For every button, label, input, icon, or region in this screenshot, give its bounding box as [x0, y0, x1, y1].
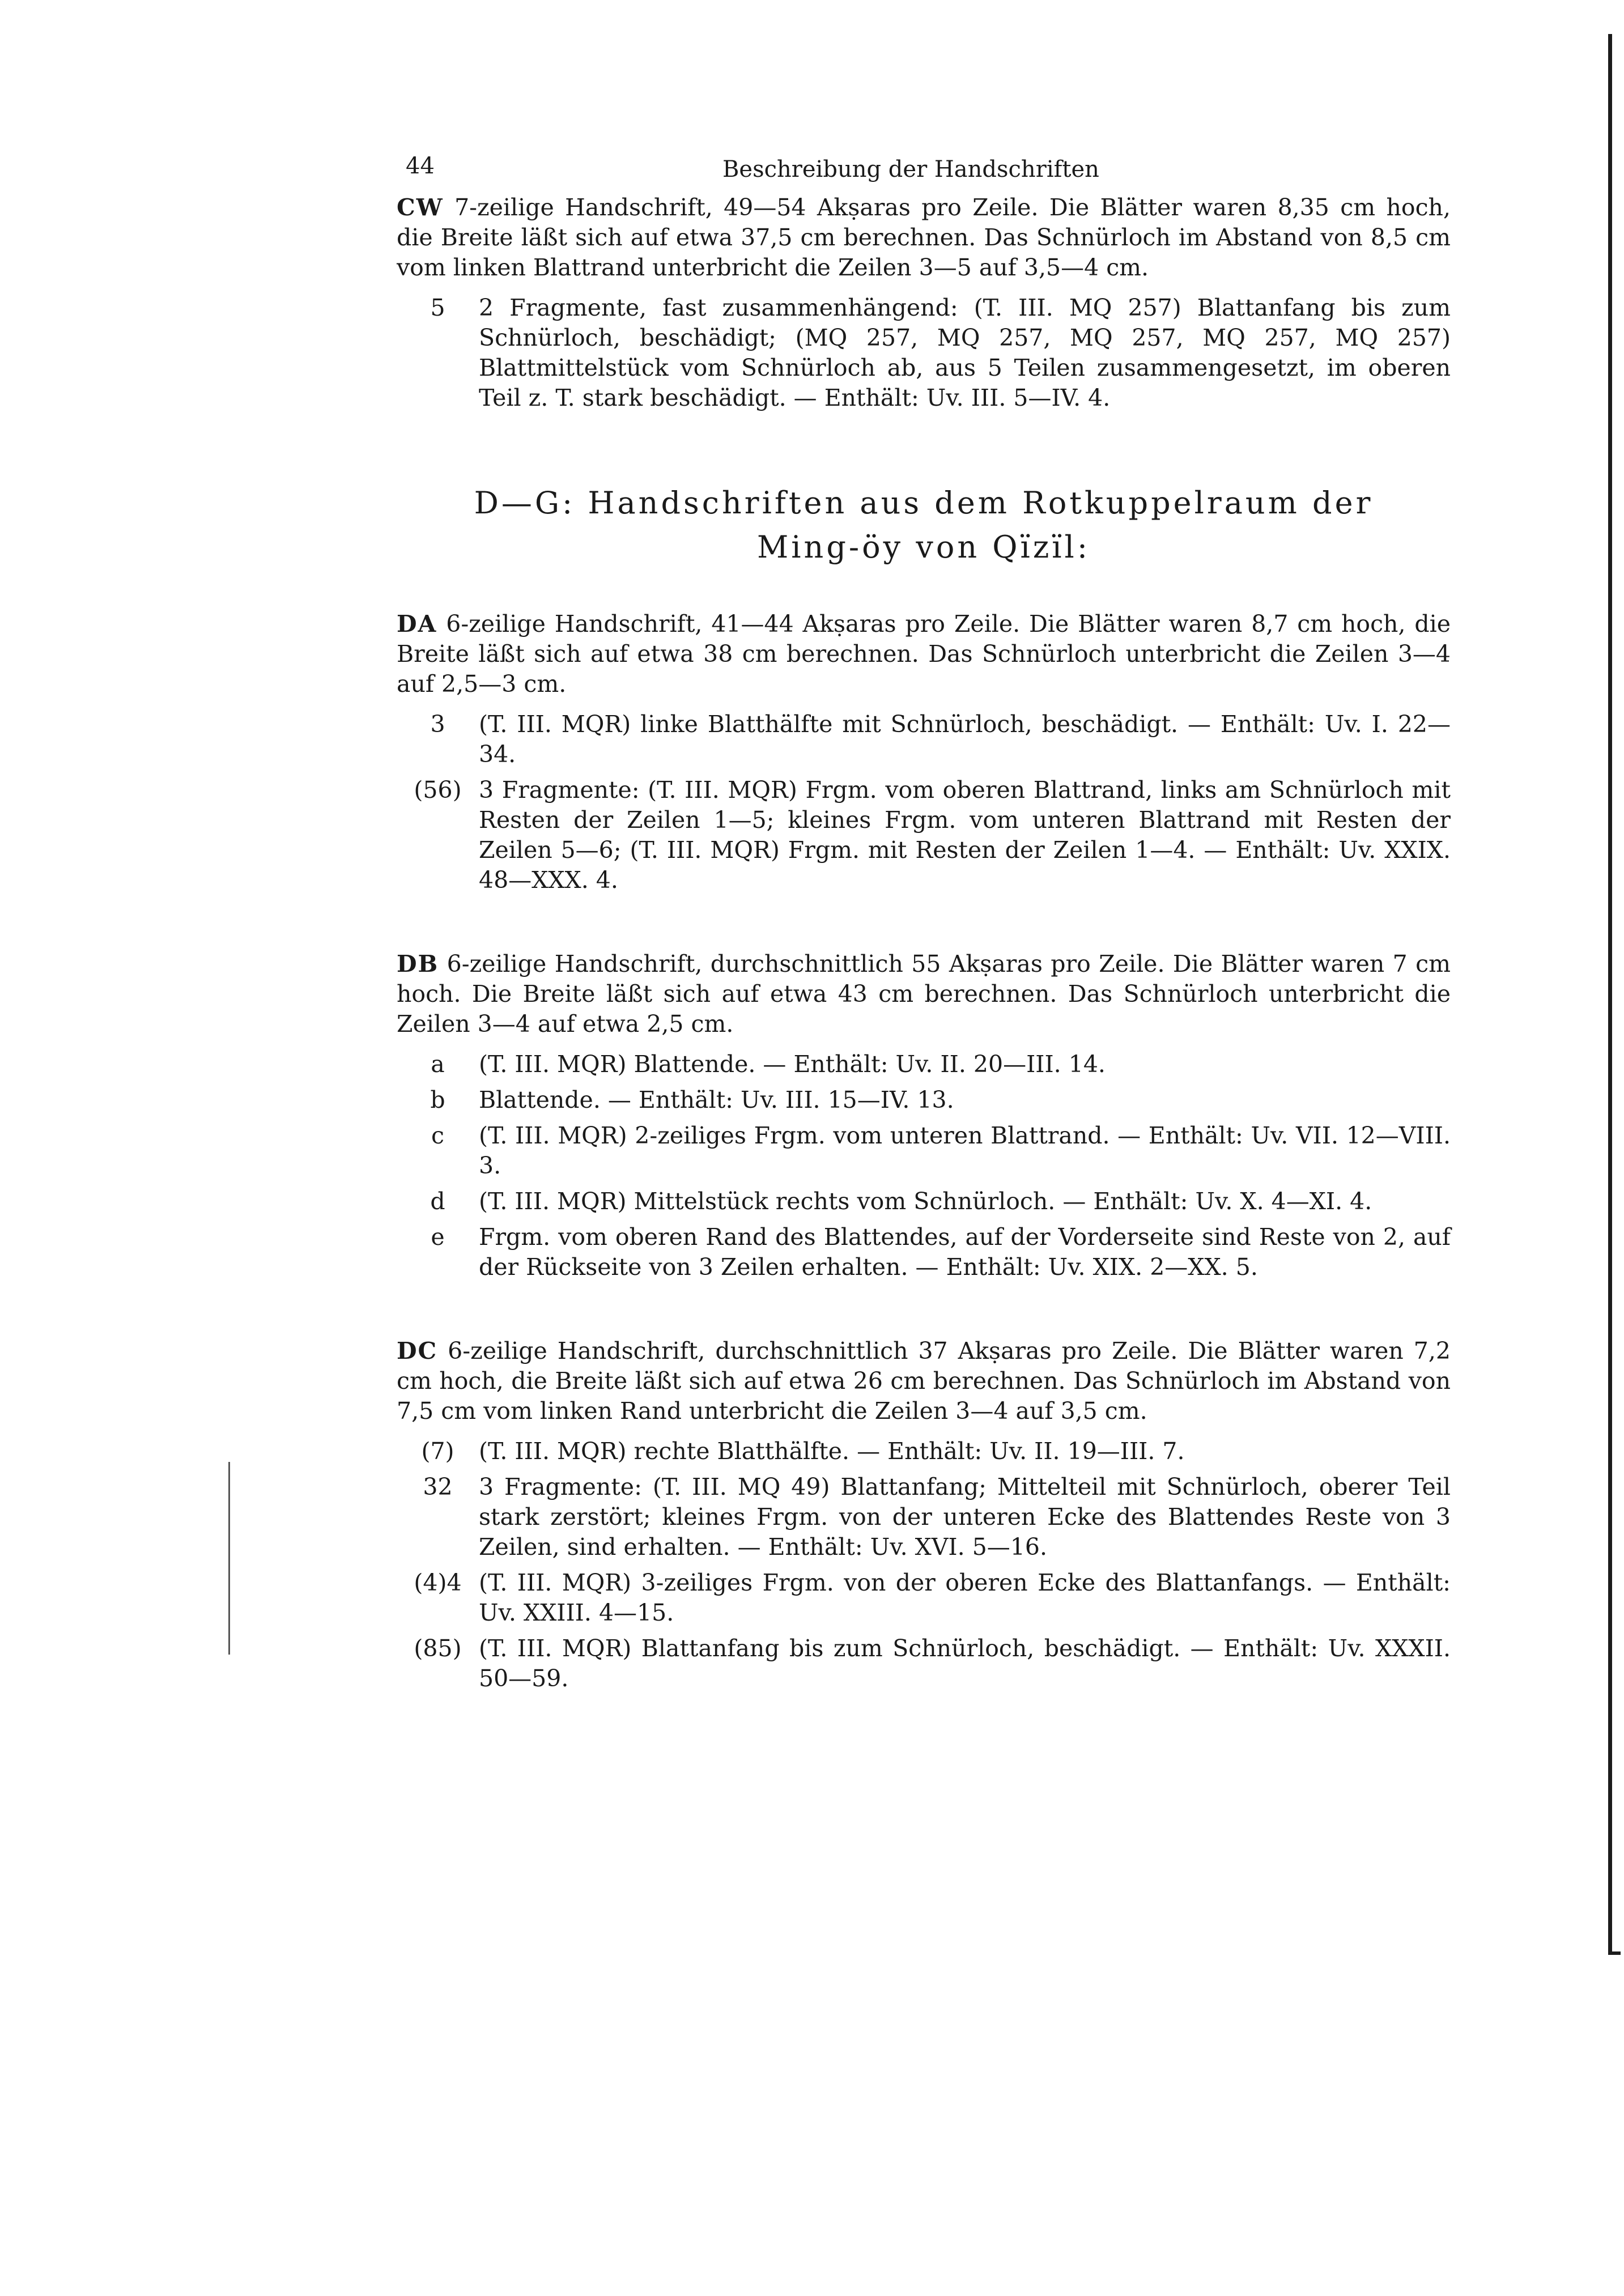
scan-edge-line-right — [1608, 34, 1612, 1955]
running-header — [397, 153, 1451, 193]
fragment-entry — [397, 293, 1451, 413]
entry-text: 3 Fragmente: (T. III. MQ 49) Blattanfang; Mittelteil mit Schnürloch, oberer Teil stark zerstört; kleines Frgm. von der unteren Ecke des Blattendes Reste von 3 Zeilen, sind erhalten. — Enthält: Uv. XVI. 5—16. — [479, 1473, 1451, 1561]
manuscript-dc-description — [397, 1336, 1451, 1426]
scan-edge-tick — [1608, 1951, 1621, 1955]
fragment-entry — [397, 1085, 1451, 1115]
entry-number: (85) — [414, 1635, 462, 1662]
spacer — [397, 1288, 1451, 1336]
description-text: 6-zeilige Handschrift, 41—44 Akṣaras pro Zeile. Die Blätter waren 8,7 cm hoch, die Breite läßt sich auf etwa 38 cm berechnen. Das Schnürloch unterbricht die Zeilen 3—4 auf 2,5—3 cm. — [397, 610, 1451, 698]
manuscript-cw-description — [397, 193, 1451, 283]
description-text: 6-zeilige Handschrift, durchschnittlich 37 Akṣaras pro Zeile. Die Blätter waren 7,2 cm hoch, die Breite läßt sich auf etwa 26 cm berechnen. Das Schnürloch im Abstand von 7,5 cm vom linken Rand unterbricht die Zeilen 3—4 auf 3,5 cm. — [397, 1337, 1451, 1425]
description-text: 7-zeilige Handschrift, 49—54 Akṣaras pro Zeile. Die Blätter waren 8,35 cm hoch, die Breite läßt sich auf etwa 37,5 cm berechnen. Das Schnürloch im Abstand von 8,5 cm vom linken Blattrand unterbricht die Zeilen 3—5 auf 3,5—4 cm. — [397, 194, 1451, 281]
entry-text: (T. III. MQR) rechte Blatthälfte. — Enthält: Uv. II. 19—III. 7. — [479, 1438, 1185, 1465]
fragment-entry — [397, 1634, 1451, 1694]
entry-number: (4)4 — [414, 1569, 462, 1596]
entry-text: 3 Fragmente: (T. III. MQR) Frgm. vom oberen Blattrand, links am Schnürloch mit Resten der Zeilen 1—5; kleines Frgm. vom unteren Blattrand mit Resten der Zeilen 5—6; (T. III. MQR) Frgm. mit Resten der Zeilen 1—4. — Enthält: Uv. XXIX. 48—XXX. 4. — [479, 776, 1451, 894]
fragment-entry — [397, 1472, 1451, 1562]
entry-text: (T. III. MQR) linke Blatthälfte mit Schnürloch, beschädigt. — Enthält: Uv. I. 22—34. — [479, 711, 1451, 768]
fragment-entry — [397, 775, 1451, 895]
entry-text: (T. III. MQR) Mittelstück rechts vom Schnürloch. — Enthält: Uv. X. 4—XI. 4. — [479, 1188, 1372, 1215]
entry-text: Blattende. — Enthält: Uv. III. 15—IV. 13. — [479, 1086, 954, 1113]
page-number: 44 — [406, 153, 435, 179]
manuscript-siglum: CW — [397, 194, 444, 221]
entry-number: (7) — [421, 1438, 454, 1465]
manuscript-dc-entries — [397, 1436, 1451, 1694]
fragment-entry — [397, 1187, 1451, 1217]
manuscript-da-entries — [397, 709, 1451, 895]
scan-edge-line-left — [228, 1462, 230, 1655]
manuscript-siglum: DA — [397, 610, 437, 637]
entry-number: e — [431, 1223, 445, 1251]
fragment-entry — [397, 1568, 1451, 1628]
manuscript-db-entries — [397, 1049, 1451, 1282]
entry-text: (T. III. MQR) 2-zeiliges Frgm. vom unteren Blattrand. — Enthält: Uv. VII. 12—VIII. 3. — [479, 1122, 1451, 1179]
section-heading-line1: D—G: Handschriften aus dem Rotkuppelraum der — [474, 485, 1374, 521]
manuscript-cw-entries — [397, 293, 1451, 413]
entry-number: 32 — [423, 1473, 453, 1500]
entry-number: 5 — [430, 294, 445, 321]
description-text: 6-zeilige Handschrift, durchschnittlich 55 Akṣaras pro Zeile. Die Blätter waren 7 cm hoch. Die Breite läßt sich auf etwa 43 cm berechnen. Das Schnürloch unterbricht die Zeilen 3—4 auf etwa 2,5 cm. — [397, 950, 1451, 1038]
entry-number: (56) — [414, 776, 462, 803]
manuscript-siglum: DB — [397, 950, 439, 977]
fragment-entry — [397, 1049, 1451, 1079]
fragment-entry — [397, 709, 1451, 769]
entry-number: c — [431, 1122, 444, 1149]
entry-text: (T. III. MQR) Blattanfang bis zum Schnürloch, beschädigt. — Enthält: Uv. XXXII. 50—59. — [479, 1635, 1451, 1692]
manuscript-siglum: DC — [397, 1337, 438, 1364]
document-page — [397, 153, 1451, 1699]
entry-number: b — [430, 1086, 445, 1113]
section-heading — [397, 481, 1451, 569]
spacer — [397, 901, 1451, 949]
entry-text: (T. III. MQR) Blattende. — Enthält: Uv. II. 20—III. 14. — [479, 1051, 1106, 1078]
running-title: Beschreibung der Handschriften — [722, 156, 1099, 182]
entry-text: 2 Fragmente, fast zusammenhängend: (T. III. MQ 257) Blattanfang bis zum Schnürloch, beschädigt; (MQ 257, MQ 257, MQ 257, MQ 257, MQ 257) Blattmittelstück vom Schnürloch ab, aus 5 Teilen zusammengesetzt, im oberen Teil z. T. stark beschädigt. — Enthält: Uv. III. 5—IV. 4. — [479, 294, 1451, 411]
fragment-entry — [397, 1121, 1451, 1181]
section-heading-line2: Ming-öy von Qïzïl: — [756, 529, 1091, 565]
entry-text: (T. III. MQR) 3-zeiliges Frgm. von der oberen Ecke des Blattanfangs. — Enthält: Uv. XXIII. 4—15. — [479, 1569, 1451, 1626]
entry-number: a — [431, 1051, 445, 1078]
manuscript-db-description — [397, 949, 1451, 1039]
entry-text: Frgm. vom oberen Rand des Blattendes, auf der Vorderseite sind Reste von 2, auf der Rückseite von 3 Zeilen erhalten. — Enthält: Uv. XIX. 2—XX. 5. — [479, 1223, 1451, 1281]
fragment-entry — [397, 1436, 1451, 1466]
entry-number: 3 — [430, 711, 445, 738]
fragment-entry — [397, 1222, 1451, 1282]
entry-number: d — [430, 1188, 445, 1215]
manuscript-da-description — [397, 609, 1451, 699]
